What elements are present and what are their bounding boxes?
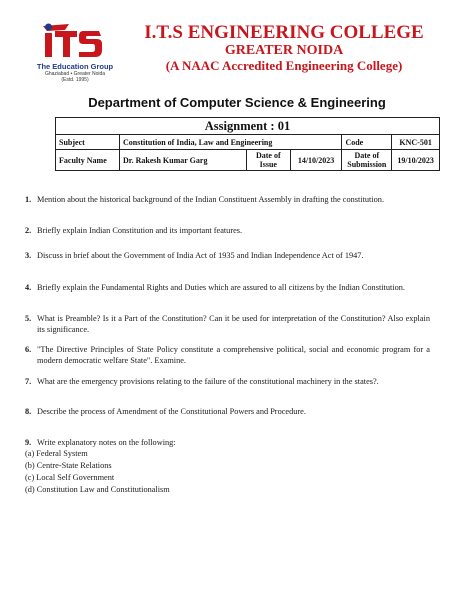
logo-group-name: The Education Group bbox=[36, 62, 114, 71]
question-item bbox=[25, 406, 430, 417]
question-number: 2. bbox=[25, 226, 32, 235]
its-logo-icon bbox=[35, 22, 117, 62]
question-number: 4. bbox=[25, 283, 32, 292]
sub-item: (a) Federal System bbox=[25, 449, 88, 458]
faculty-value: Dr. Rakesh Kumar Garg bbox=[120, 150, 247, 171]
question-number: 8. bbox=[25, 407, 32, 416]
question-item bbox=[25, 376, 430, 387]
department-title: Department of Computer Science & Engineering bbox=[88, 95, 386, 110]
issue-date-label: Date of Issue bbox=[246, 150, 290, 171]
question-number: 5. bbox=[25, 314, 32, 323]
question-item bbox=[25, 282, 430, 293]
college-city: GREATER NOIDA bbox=[224, 43, 344, 58]
issue-date-value: 14/10/2023 bbox=[290, 150, 342, 171]
question-number: 1. bbox=[25, 195, 32, 204]
question-text: Mention about the historical background of the Indian Constituent Assembly in drafting the constitution. bbox=[37, 195, 385, 204]
college-accreditation: (A NAAC Accredited Engineering College) bbox=[165, 58, 403, 73]
sub-item: (b) Centre-State Relations bbox=[25, 461, 112, 470]
question-item bbox=[25, 194, 430, 205]
subject-value: Constitution of India, Law and Engineering bbox=[120, 135, 342, 150]
code-value: KNC-501 bbox=[392, 135, 440, 150]
sub-item: (d) Constitution Law and Constitutionalism bbox=[25, 485, 170, 494]
question-text: Write explanatory notes on the following: bbox=[37, 438, 176, 447]
question-text: What is Preamble? Is it a Part of the Constitution? Can it be used for interpretation of the Constitution? Also explain its significance. bbox=[37, 314, 430, 334]
submission-date-value: 19/10/2023 bbox=[392, 150, 440, 171]
question-text: Discuss in brief about the Government of India Act of 1935 and Indian Independence Act of 1947. bbox=[37, 251, 364, 260]
question-number: 3. bbox=[25, 251, 32, 260]
question-item bbox=[25, 437, 430, 448]
assignment-info-table bbox=[55, 117, 440, 171]
sub-item: (c) Local Self Government bbox=[25, 473, 115, 482]
college-name: I.T.S ENGINEERING COLLEGE bbox=[144, 22, 424, 43]
submission-date-label: Date of Submission bbox=[342, 150, 392, 171]
question-text: "The Directive Principles of State Policy constitute a comprehensive political, social and economic program for a modern democratic welfare State". Examine. bbox=[37, 345, 430, 365]
question-number: 6. bbox=[25, 345, 32, 354]
question-number: 9. bbox=[25, 438, 32, 447]
subject-label: Subject bbox=[56, 135, 120, 150]
question-text: Briefly explain the Fundamental Rights and Duties which are assured to all citizens by the Indian Constitution. bbox=[37, 283, 405, 292]
question-number: 7. bbox=[25, 377, 32, 386]
question-text: Briefly explain Indian Constitution and its important features. bbox=[37, 226, 243, 235]
question-item bbox=[25, 344, 430, 366]
logo-established: (Estd. 1995) bbox=[61, 77, 89, 83]
question-item bbox=[25, 225, 430, 236]
question-item bbox=[25, 313, 430, 335]
question-text: What are the emergency provisions relating to the failure of the constitutional machinery in the states?. bbox=[37, 377, 379, 386]
question-text: Describe the process of Amendment of the Constitutional Powers and Procedure. bbox=[37, 407, 306, 416]
question-item bbox=[25, 250, 430, 261]
logo-caption bbox=[34, 62, 116, 83]
assignment-title: Assignment : 01 bbox=[56, 118, 440, 135]
logo-places: Ghaziabad • Greater Noida bbox=[44, 71, 106, 77]
code-label: Code bbox=[342, 135, 392, 150]
faculty-label: Faculty Name bbox=[56, 150, 120, 171]
sub-item-list bbox=[25, 448, 325, 496]
